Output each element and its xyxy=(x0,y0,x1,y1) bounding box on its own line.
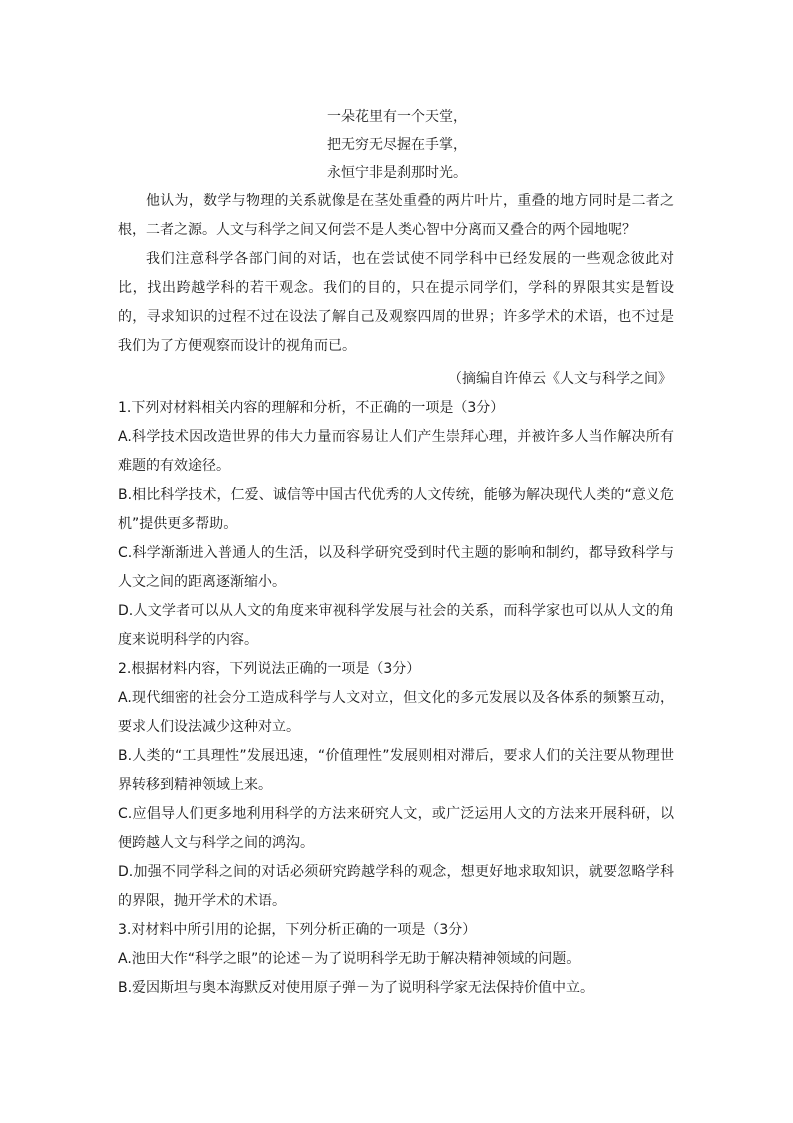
question-stem: 2.根据材料内容，下列说法正确的一项是（3分） xyxy=(118,661,421,677)
option-b: B.爱因斯坦与奥本海默反对使用原子弹－为了说明科学家无法保持价值中立。 xyxy=(118,980,595,996)
option-c: C.应倡导人们更多地利用科学的方法来研究人文，或广泛运用人文的方法来开展科研，以便跨越人文与科学之间的鸿沟。 xyxy=(118,806,674,851)
question-1 xyxy=(118,394,674,655)
option-d: D.人文学者可以从人文的角度来审视科学发展与社会的关系，而科学家也可以从人文的角度来说明科学的内容。 xyxy=(118,603,674,648)
option-b: B.人类的“工具理性”发展迅速，“价值理性”发展则相对滞后，要求人们的关注要从物理世界转移到精神领域上来。 xyxy=(118,748,674,793)
paragraph: 我们注意科学各部门间的对话，也在尝试使不同学科中已经发展的一些观念彼此对比，找出跨越学科的若干观念。我们的目的，只在提示同学们，学科的界限其实是暂设的，寻求知识的过程不过在设法了解自己及观察四周的世界；许多学术的术语，也不过是我们为了方便观察而设计的视角而已。 xyxy=(118,251,674,354)
passage-body xyxy=(118,187,674,1003)
poem xyxy=(0,103,793,187)
poem-line: 永恒宁非是刹那时光。 xyxy=(327,165,467,181)
option-a: A.现代细密的社会分工造成科学与人文对立，但文化的多元发展以及各体系的频繁互动，要求人们设法减少这种对立。 xyxy=(118,690,674,735)
option-a: A.科学技术因改造世界的伟大力量而容易让人们产生崇拜心理，并被许多人当作解决所有难题的有效途径。 xyxy=(118,429,674,474)
option-a: A.池田大作“科学之眼”的论述－为了说明科学无助于解决精神领域的问题。 xyxy=(118,951,581,967)
question-stem: 1.下列对材料相关内容的理解和分析，不正确的一项是（3分） xyxy=(118,400,505,416)
question-stem: 3.对材料中所引用的论据，下列分析正确的一项是（3分） xyxy=(118,922,477,938)
poem-line: 一朵花里有一个天堂， xyxy=(327,109,467,125)
option-c: C.科学渐渐进入普通人的生活，以及科学研究受到时代主题的影响和制约，都导致科学与人文之间的距离逐渐缩小。 xyxy=(118,545,674,590)
option-d: D.加强不同学科之间的对话必须研究跨越学科的观念，想更好地求取知识，就要忽略学科的界限，抛开学术的术语。 xyxy=(118,864,674,909)
question-3 xyxy=(118,916,674,1003)
poem-line: 把无穷无尽握在手掌， xyxy=(327,137,467,153)
source-citation: （摘编自许倬云《人文与科学之间》 xyxy=(448,371,672,387)
option-b: B.相比科学技术，仁爱、诚信等中国古代优秀的人文传统，能够为解决现代人类的“意义危机”提供更多帮助。 xyxy=(118,487,674,532)
paragraph: 他认为，数学与物理的关系就像是在茎处重叠的两片叶片，重叠的地方同时是二者之根，二者之源。人文与科学之间又何尝不是人类心智中分离而又叠合的两个园地呢？ xyxy=(118,193,674,238)
question-2 xyxy=(118,655,674,916)
